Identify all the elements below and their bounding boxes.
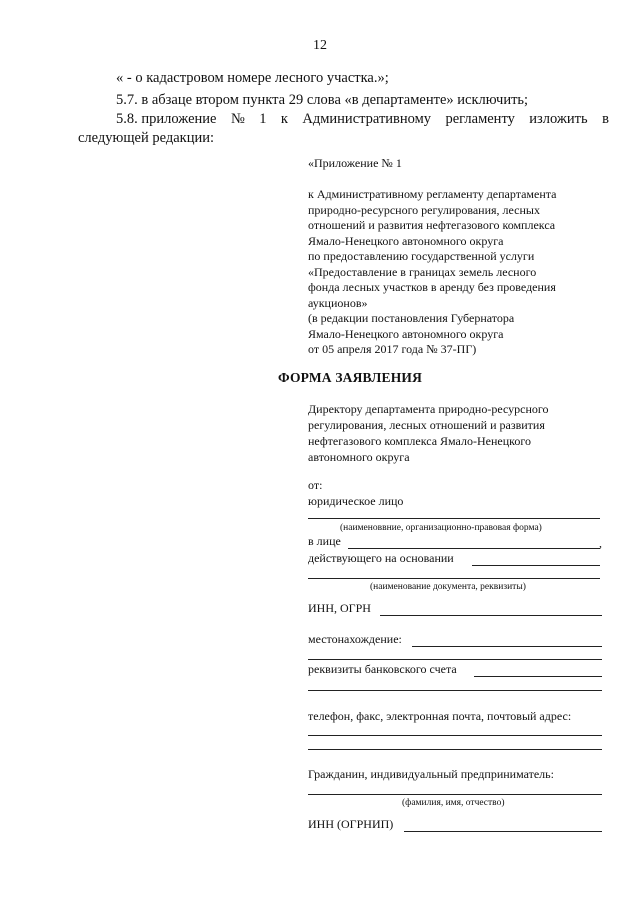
bank-details-line[interactable] (474, 676, 602, 677)
location-label: местонахождение: (308, 632, 402, 646)
legal-entity-name-line[interactable] (308, 518, 600, 519)
appendix-line: природно-ресурсного регулирования, лесных (308, 202, 540, 217)
bank-details-label: реквизиты банковского счета (308, 662, 457, 676)
appendix-reference (308, 187, 557, 358)
document-caption: (наименование документа, реквизиты) (370, 582, 526, 592)
fio-caption: (фамилия, имя, отчество) (402, 798, 505, 808)
represented-by-comma: , (599, 536, 602, 550)
inn-ogrnip-label: ИНН (ОГРНИП) (308, 817, 394, 831)
addressee-line: автономного округа (308, 450, 410, 464)
appendix-line: Ямало-Ненецкого автономного округа (308, 233, 504, 248)
appendix-line: (в редакции постановления Губернатора (308, 311, 515, 325)
represented-by-line[interactable] (348, 548, 600, 549)
represented-by-label: в лице (308, 534, 341, 548)
fio-line[interactable] (308, 794, 602, 795)
contacts-label: телефон, факс, электронная почта, почтовый адрес: (308, 709, 572, 723)
amendment-word: регламенту (445, 111, 515, 127)
bank-details-line-2[interactable] (308, 690, 602, 691)
inn-ogrn-line[interactable] (380, 615, 602, 616)
appendix-line: аукционов» (308, 295, 368, 310)
contacts-line-2[interactable] (308, 749, 602, 750)
location-line[interactable] (412, 646, 602, 647)
acting-basis-label: действующего на основании (308, 551, 454, 565)
location-line-2[interactable] (308, 659, 602, 660)
amendment-word: изложить (529, 111, 588, 127)
page-number: 12 (313, 38, 327, 53)
amendment-line-2: 5.7. в абзаце втором пункта 29 слова «в департаменте» исключить; (116, 92, 529, 108)
amendment-line-3 (116, 111, 609, 128)
amendment-word: № (230, 111, 245, 127)
appendix-line: «Предоставление в границах земель лесного (308, 264, 537, 279)
addressee-block (308, 401, 549, 465)
appendix-line: Ямало-Ненецкого автономного округа (308, 326, 504, 341)
acting-basis-line[interactable] (472, 565, 600, 566)
legal-entity-label: юридическое лицо (308, 494, 404, 508)
amendment-word: к (280, 111, 288, 127)
appendix-title: «Приложение № 1 (308, 156, 402, 170)
document-details-line[interactable] (308, 578, 600, 579)
appendix-line: фонда лесных участков в аренду без проведения (308, 280, 556, 294)
inn-ogrn-label: ИНН, ОГРН (308, 601, 371, 615)
inn-ogrnip-line[interactable] (404, 831, 602, 832)
appendix-line: по предоставлению государственной услуги (308, 249, 535, 263)
contacts-line-1[interactable] (308, 735, 602, 736)
amendment-line-1: « - о кадастровом номере лесного участка.»; (116, 70, 389, 86)
from-label: от: (308, 478, 323, 492)
appendix-line: от 05 апреля 2017 года № 37-ПГ) (308, 342, 477, 356)
amendment-word: 5.8. приложение (116, 111, 217, 127)
amendment-word: в (602, 111, 609, 127)
addressee-line: нефтегазового комплекса Ямало-Ненецкого (308, 434, 531, 448)
amendment-line-4: следующей редакции: (78, 130, 215, 146)
citizen-label: Гражданин, индивидуальный предприниматель: (308, 767, 554, 781)
legal-entity-caption: (наименоввние, организационно-правовая форма) (340, 523, 542, 533)
amendment-word: Административному (302, 111, 432, 127)
addressee-line: регулирования, лесных отношений и развития (308, 418, 545, 432)
appendix-line: отношений и развития нефтегазового комплекса (308, 218, 556, 232)
amendment-word: 1 (259, 111, 267, 127)
addressee-line: Директору департамента природно-ресурсного (308, 402, 549, 416)
appendix-line: к Административному регламенту департамента (308, 187, 557, 201)
form-title: ФОРМА ЗАЯВЛЕНИЯ (278, 370, 423, 385)
